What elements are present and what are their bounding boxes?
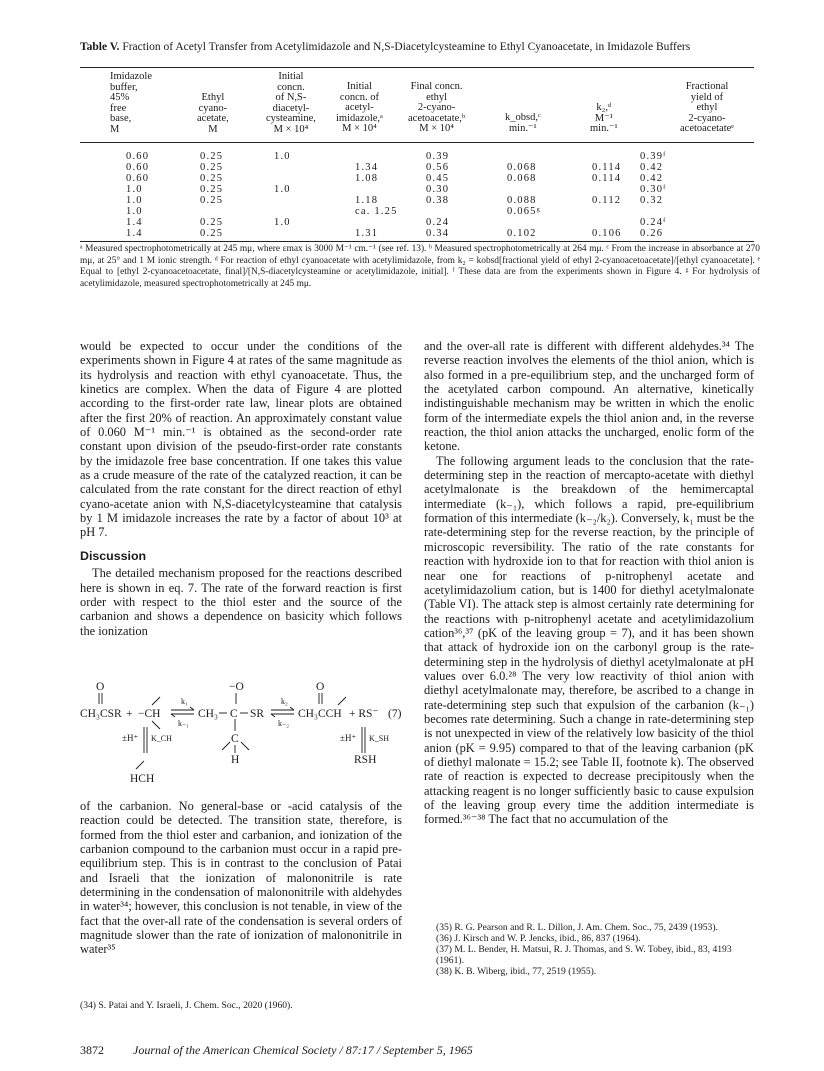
table-cell: 0.34 [426, 228, 450, 239]
eq-central-c: C [230, 708, 238, 720]
eq-rsh: RSH [354, 754, 377, 766]
table-footnotes: ᵃ Measured spectrophotometrically at 245 mμ, where εmax is 3000 M⁻¹ cm.⁻¹ (see ref. 13). ᵇ Measured spectrophotometrically at 264 mμ. ᶜ From the increase in absorbance at 270 mμ, at 25° and 1 M ionic strength. ᵈ For reaction of ethyl cyanoacetate with acetylimidazole, from k₂ = kobsd[fractional yield of ethyl 2-cyanoacetoacetate]/[ethyl cyanoacetate]. ᵉ Equal to [ethyl 2-cyanoacetoacetate, final]/[N,S-diacetylcysteamine or acetylimidazole, initial]. ᶠ These data are from the experiments shown in Figure 4. ᵍ For hydrolysis of acetylimidazole, measured spectrophotometrically at 245 mμ. [80, 244, 760, 289]
table-cell: 1.0 [274, 151, 291, 162]
table-header-final-concn: Final concn. ethyl 2-cyano- acetoacetate,ᵇ M × 10⁴ [408, 81, 466, 135]
table-cell: 1.4 [126, 228, 143, 239]
table-cell: 0.24ᶠ [640, 217, 667, 228]
right-paragraph-1: and the over-all rate is different with different aldehydes.³⁴ The reverse reaction involves the elements of the thiol anion, which is also formed in a pre-equilibrium step, and the uncharged form of the acetylated carbon compound. An alternative, kinetically indistinguishable mechanism may be written in which the enolic form of the intermediate expels the thiol anion and, in the reverse reaction, the thiol anion attacks the uncharged, enolic form of the ketone. [424, 339, 754, 454]
table-cell: 0.25 [200, 217, 224, 228]
table-header-kobsd: k_obsd,ᶜ min.⁻¹ [505, 112, 541, 134]
table-cell: 0.56 [426, 162, 450, 173]
eq-ch3: CH₃ [198, 708, 218, 720]
right-paragraph-2: The following argument leads to the conclusion that the rate-determining step in the reaction of mercapto-acetate with diethyl acetylmalonate is the breakdown of the hemimercaptal intermediate (k₋₁), which follows a rapid, pre-equilibrium formation of this intermediate (k₋₂/k₂). Conversely, k₁ must be the rate-determining step for the reverse reaction, by the principle of microscopic reversibility. The ratio of the rate constants for reaction with hydroxide ion to that for reaction with thiol anion is near one for reactions of p-nitrophenyl acetate and acetylimidazolium cation, but is 1400 for diethyl acetylmalonate (Table VI). The attack step is almost certainly rate determining for the reactions with p-nitrophenyl acetate and acetylimidazolium cation³⁶,³⁷ (pK of the leaving group = 7), and it has been shown that attack of hydroxide ion on the carbonyl group is the rate-determining step in the hydrolysis of diethyl acetylmalonate at pH values over 6.0.²⁸ The very low reactivity of thiol anion with diethyl acetylmalonate may, therefore, be ascribed to a change in rate-determining step such that expulsion of the carbanion (k₋₁) becomes rate determining. Such a change in rate-determining step is not unexpected in view of the relatively low basicity of the thiol anion (pK = 9.95) compared to that of the leaving carbanion (pK of diethyl malonate = 15.2; see Table II, footnote k). The observed rate of reaction is expected to decrease precipitously when the attacking reagent is no longer sufficiently basic to cause expulsion of the leaving group every time the addition intermediate is formed.³⁶⁻³⁸ The fact that no accumulation of the [424, 453, 754, 827]
section-heading-discussion: Discussion [80, 548, 147, 563]
table-cell: 0.112 [592, 195, 622, 206]
table-cell: 0.068 [507, 173, 537, 184]
table-cell: 0.065ᵍ [507, 206, 541, 217]
eq-o2: −O [229, 681, 244, 693]
eq-k-1: k₋₁ [178, 719, 190, 728]
page-number: 3872 [80, 1043, 104, 1057]
left-column [80, 339, 402, 638]
table-row [80, 217, 754, 227]
table-row [80, 184, 754, 194]
table-cell: 1.34 [355, 162, 379, 173]
eq-plus-1: + [126, 708, 133, 720]
left-paragraph-3: of the carbanion. No general-base or -acid catalysis of the reaction could be detected. The transition state, therefore, is formed from the thiol ester and carbanion, and ionization of the carbanion compound to the carbanion must occur in a rapid pre-equilibrium step. This is in contrast to the conclusion of Patai and Israeli that the ionization of malononitrile is rate determining in the condensation of malononitrile with aldehydes in water³⁴; however, this conclusion is not tenable, in view of the fact that the over-all rate of the condensation is several orders of magnitude slower than the rate of ionization of malononitrile in water³⁵ [80, 799, 402, 957]
eq-lower-h: H [231, 754, 240, 766]
table-cell: 1.4 [126, 217, 143, 228]
table-header-k2: k₂,ᵈ M⁻¹ min.⁻¹ [590, 102, 618, 135]
table-cell: 0.42 [640, 162, 664, 173]
eq-pm-h-right: ±H⁺ [340, 733, 357, 743]
reference-35: (35) R. G. Pearson and R. L. Dillon, J. Am. Chem. Soc., 75, 2439 (1953). [436, 922, 718, 933]
table-bottom-rule [80, 241, 754, 242]
eq-ksh: K_SH [369, 734, 390, 743]
table-cell: 0.25 [200, 184, 224, 195]
eq-o1: O [96, 681, 105, 693]
table-cell: 1.0 [274, 184, 291, 195]
table-header-diacetylcysteamine: Initial concn. of N,S- diacetyl- cysteamine, M × 10⁴ [266, 71, 316, 135]
table-cell: 0.30ᶠ [640, 184, 667, 195]
reference-34: (34) S. Patai and Y. Israeli, J. Chem. Soc., 2020 (1960). [80, 1000, 293, 1011]
left-paragraph-1: would be expected to occur under the conditions of the experiments shown in Figure 4 at rates of the same magnitude as its hydrolysis and reaction with ethyl cyanoacetate. Thus, the kinetics are complex. When the data of Figure 4 are plotted according to the first-order rate law, linear plots are obtained after the first 20% of reaction. An approximately constant value of 0.060 M⁻¹ min.⁻¹ is obtained as the second-order rate constant upon division of the pseudo-first-order rate constants by the imidazole free base concentration. If one takes this value as a crude measure of the rate of the catalyzed reaction, it can be calculated from the rate constant for the direct reaction of ethyl cyano-acetate anion with N,S-diacetylcysteamine that catalysis by 1 M imidazole increases the rate by a factor of about 10³ at pH 7. [80, 339, 402, 540]
table-cell: 0.24 [426, 217, 450, 228]
reference-38: (38) K. B. Wiberg, ibid., 77, 2519 (1955). [436, 966, 597, 977]
eq-thiolate: + RS⁻ [349, 708, 379, 720]
table-cell: 0.25 [200, 162, 224, 173]
table-caption [80, 41, 760, 54]
left-column-continued [80, 799, 402, 957]
mechanism-scheme [80, 679, 402, 789]
table-cell: 0.42 [640, 173, 664, 184]
table-cell: 0.26 [640, 228, 664, 239]
table-header-acetylimidazole: Initial concn. of acetyl- imidazole,ᵃ M × 10⁴ [336, 81, 383, 135]
table-cell: 0.60 [126, 151, 150, 162]
table-cell: 0.30 [426, 184, 450, 195]
table-row [80, 173, 754, 183]
table-body [80, 151, 754, 241]
table-cell: 1.31 [355, 228, 379, 239]
table-cell: 0.102 [507, 228, 537, 239]
eq-k2: k₂ [281, 697, 288, 706]
eq-k1: k₁ [181, 697, 188, 706]
eq-product: CH₃CCH [298, 708, 342, 720]
right-column [424, 339, 754, 827]
table-row [80, 228, 754, 238]
table-cell: 1.0 [274, 217, 291, 228]
table-cell: 0.39ᶠ [640, 151, 667, 162]
left-paragraph-2: The detailed mechanism proposed for the reactions described here is shown in eq. 7. The rate of the forward reaction is first order with respect to the thiol ester and the source of the carbanion and shows a dependence on basicity which follows the ionization [80, 566, 402, 638]
eq-o3: O [316, 681, 325, 693]
eq-pm-h-left: ±H⁺ [122, 733, 139, 743]
eq-sr: SR [250, 708, 265, 720]
table-cell: 0.38 [426, 195, 450, 206]
eq-number: (7) [388, 708, 402, 720]
table-cell: 0.45 [426, 173, 450, 184]
table-cell: 1.0 [126, 206, 143, 217]
table-cell: 0.25 [200, 151, 224, 162]
references-right [424, 922, 754, 977]
table-cell: 0.25 [200, 228, 224, 239]
table-cell: 0.60 [126, 173, 150, 184]
table-caption-label: Table V. [80, 41, 120, 53]
table-cell: 1.0 [126, 184, 143, 195]
table-cell: 0.088 [507, 195, 537, 206]
table-cell: ca. 1.25 [355, 206, 398, 217]
table-cell: 0.106 [592, 228, 622, 239]
table-cell: 0.114 [592, 173, 622, 184]
table-header-ethyl-cyanoacetate: Ethyl cyano- acetate, M [197, 92, 229, 135]
table-cell: 1.18 [355, 195, 379, 206]
reference-37: (37) M. L. Bender, H. Matsui, R. J. Thomas, and S. W. Tobey, ibid., 83, 4193 (1961). [436, 944, 732, 966]
equation-7 [80, 679, 402, 789]
table-row [80, 195, 754, 205]
table-cell: 0.32 [640, 195, 664, 206]
table-cell: 0.25 [200, 195, 224, 206]
table-cell: 0.25 [200, 173, 224, 184]
table-cell: 0.60 [126, 162, 150, 173]
eq-k-2: k₋₂ [278, 719, 290, 728]
table-cell: 0.114 [592, 162, 622, 173]
table-header-imidazole: Imidazole buffer, 45% free base, M [110, 71, 152, 135]
eq-kch: K_CH [151, 734, 172, 743]
journal-citation: Journal of the American Chemical Society / 87:17 / September 5, 1965 [133, 1043, 473, 1057]
table-caption-text: Fraction of Acetyl Transfer from Acetylimidazole and N,S-Diacetylcysteamine to Ethyl Cyanoacetate, in Imidazole Buffers [122, 41, 691, 53]
table-row [80, 206, 754, 216]
table-row [80, 151, 754, 161]
table-cell: 0.068 [507, 162, 537, 173]
table-header-fractional-yield: Fractional yield of ethyl 2-cyano- acetoacetateᵉ [680, 81, 734, 135]
eq-hch: HCH [130, 773, 155, 785]
eq-lower-c: C [231, 733, 239, 745]
table-row [80, 162, 754, 172]
table-cell: 1.08 [355, 173, 379, 184]
reference-36: (36) J. Kirsch and W. P. Jencks, ibid., 86, 837 (1964). [436, 933, 641, 944]
table-cell: 1.0 [126, 195, 143, 206]
eq-thiolester: CH₃CSR [80, 708, 122, 720]
eq-carbanion: −CH [138, 708, 161, 720]
table-header-rule [80, 142, 754, 143]
table-cell: 0.39 [426, 151, 450, 162]
